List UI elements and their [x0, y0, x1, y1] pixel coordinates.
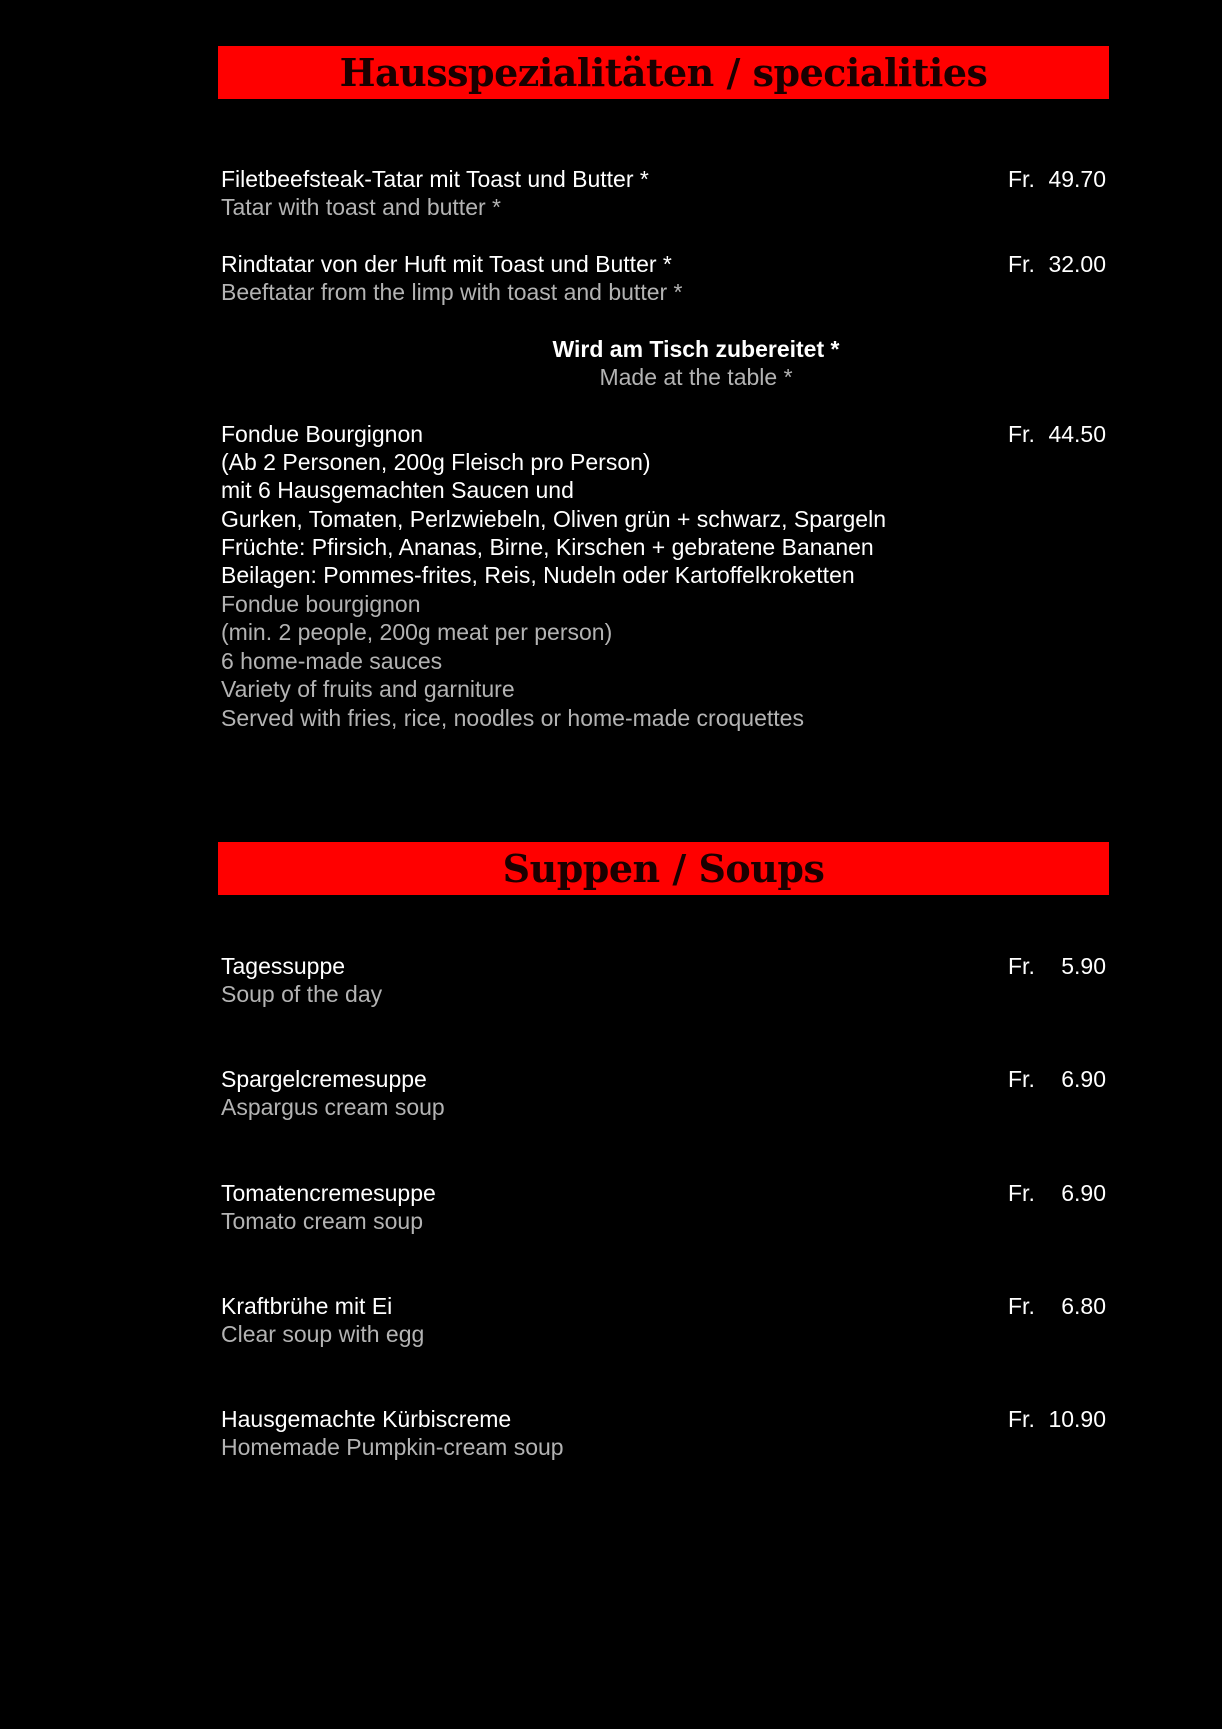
fondue-line: Beilagen: Pommes-frites, Reis, Nudeln oder Kartoffelkroketten [221, 562, 855, 588]
price-currency: Fr. [1008, 166, 1035, 192]
price-currency: Fr. [1008, 1180, 1035, 1206]
price-currency: Fr. [1008, 1293, 1035, 1319]
price-amount: 5.90 [1061, 953, 1106, 979]
specialities-title: Hausspezialitäten / specialities [339, 50, 988, 95]
price-amount: 32.00 [1048, 251, 1106, 277]
price-amount: 6.80 [1061, 1293, 1106, 1319]
fondue-line: Gurken, Tomaten, Perlzwiebeln, Oliven grün + schwarz, Spargeln [221, 506, 886, 532]
price-amount: 6.90 [1061, 1066, 1106, 1092]
menu-item-name: Kraftbrühe mit Ei [221, 1293, 393, 1319]
fondue-line: Früchte: Pfirsich, Ananas, Birne, Kirschen + gebratene Bananen [221, 534, 874, 560]
specialities-header-band [218, 46, 1109, 99]
menu-item-translation: Aspargus cream soup [221, 1094, 445, 1120]
soups-header-band [218, 842, 1109, 895]
menu-item-translation: Homemade Pumpkin-cream soup [221, 1434, 564, 1460]
price-currency: Fr. [1008, 1406, 1035, 1432]
fondue-translation-line: Fondue bourgignon [221, 591, 421, 617]
fondue-translation-line: (min. 2 people, 200g meat per person) [221, 619, 613, 645]
menu-item-name: Hausgemachte Kürbiscreme [221, 1406, 512, 1432]
price-amount: 6.90 [1061, 1180, 1106, 1206]
fondue-translation-line: Variety of fruits and garniture [221, 676, 515, 702]
table-preparation-note-translation: Made at the table * [599, 364, 793, 390]
fondue-translation-line: 6 home-made sauces [221, 648, 443, 674]
menu-item-translation: Clear soup with egg [221, 1321, 425, 1347]
fondue-line: Fondue Bourgignon [221, 421, 424, 447]
price-currency: Fr. [1008, 251, 1035, 277]
menu-item-name: Filetbeefsteak-Tatar mit Toast und Butter * [221, 166, 649, 192]
menu-item-name: Rindtatar von der Huft mit Toast und Butter * [221, 251, 672, 277]
soups-title: Suppen / Soups [502, 846, 825, 891]
price-currency: Fr. [1008, 1066, 1035, 1092]
price-currency: Fr. [1008, 953, 1035, 979]
price-amount: 10.90 [1048, 1406, 1106, 1432]
menu-item-name: Spargelcremesuppe [221, 1066, 427, 1092]
table-preparation-note: Wird am Tisch zubereitet * [552, 336, 840, 362]
price-amount: 44.50 [1048, 421, 1106, 447]
menu-item-translation: Tomato cream soup [221, 1208, 423, 1234]
menu-item-name: Tomatencremesuppe [221, 1180, 436, 1206]
price-amount: 49.70 [1048, 166, 1106, 192]
menu-item-translation: Beeftatar from the limp with toast and butter * [221, 279, 683, 305]
menu-item-name: Tagessuppe [221, 953, 346, 979]
fondue-translation-line: Served with fries, rice, noodles or home-made croquettes [221, 705, 804, 731]
menu-item-translation: Tatar with toast and butter * [221, 194, 501, 220]
fondue-line: (Ab 2 Personen, 200g Fleisch pro Person) [221, 449, 651, 475]
fondue-line: mit 6 Hausgemachten Saucen und [221, 477, 574, 503]
menu-item-translation: Soup of the day [221, 981, 383, 1007]
price-currency: Fr. [1008, 421, 1035, 447]
